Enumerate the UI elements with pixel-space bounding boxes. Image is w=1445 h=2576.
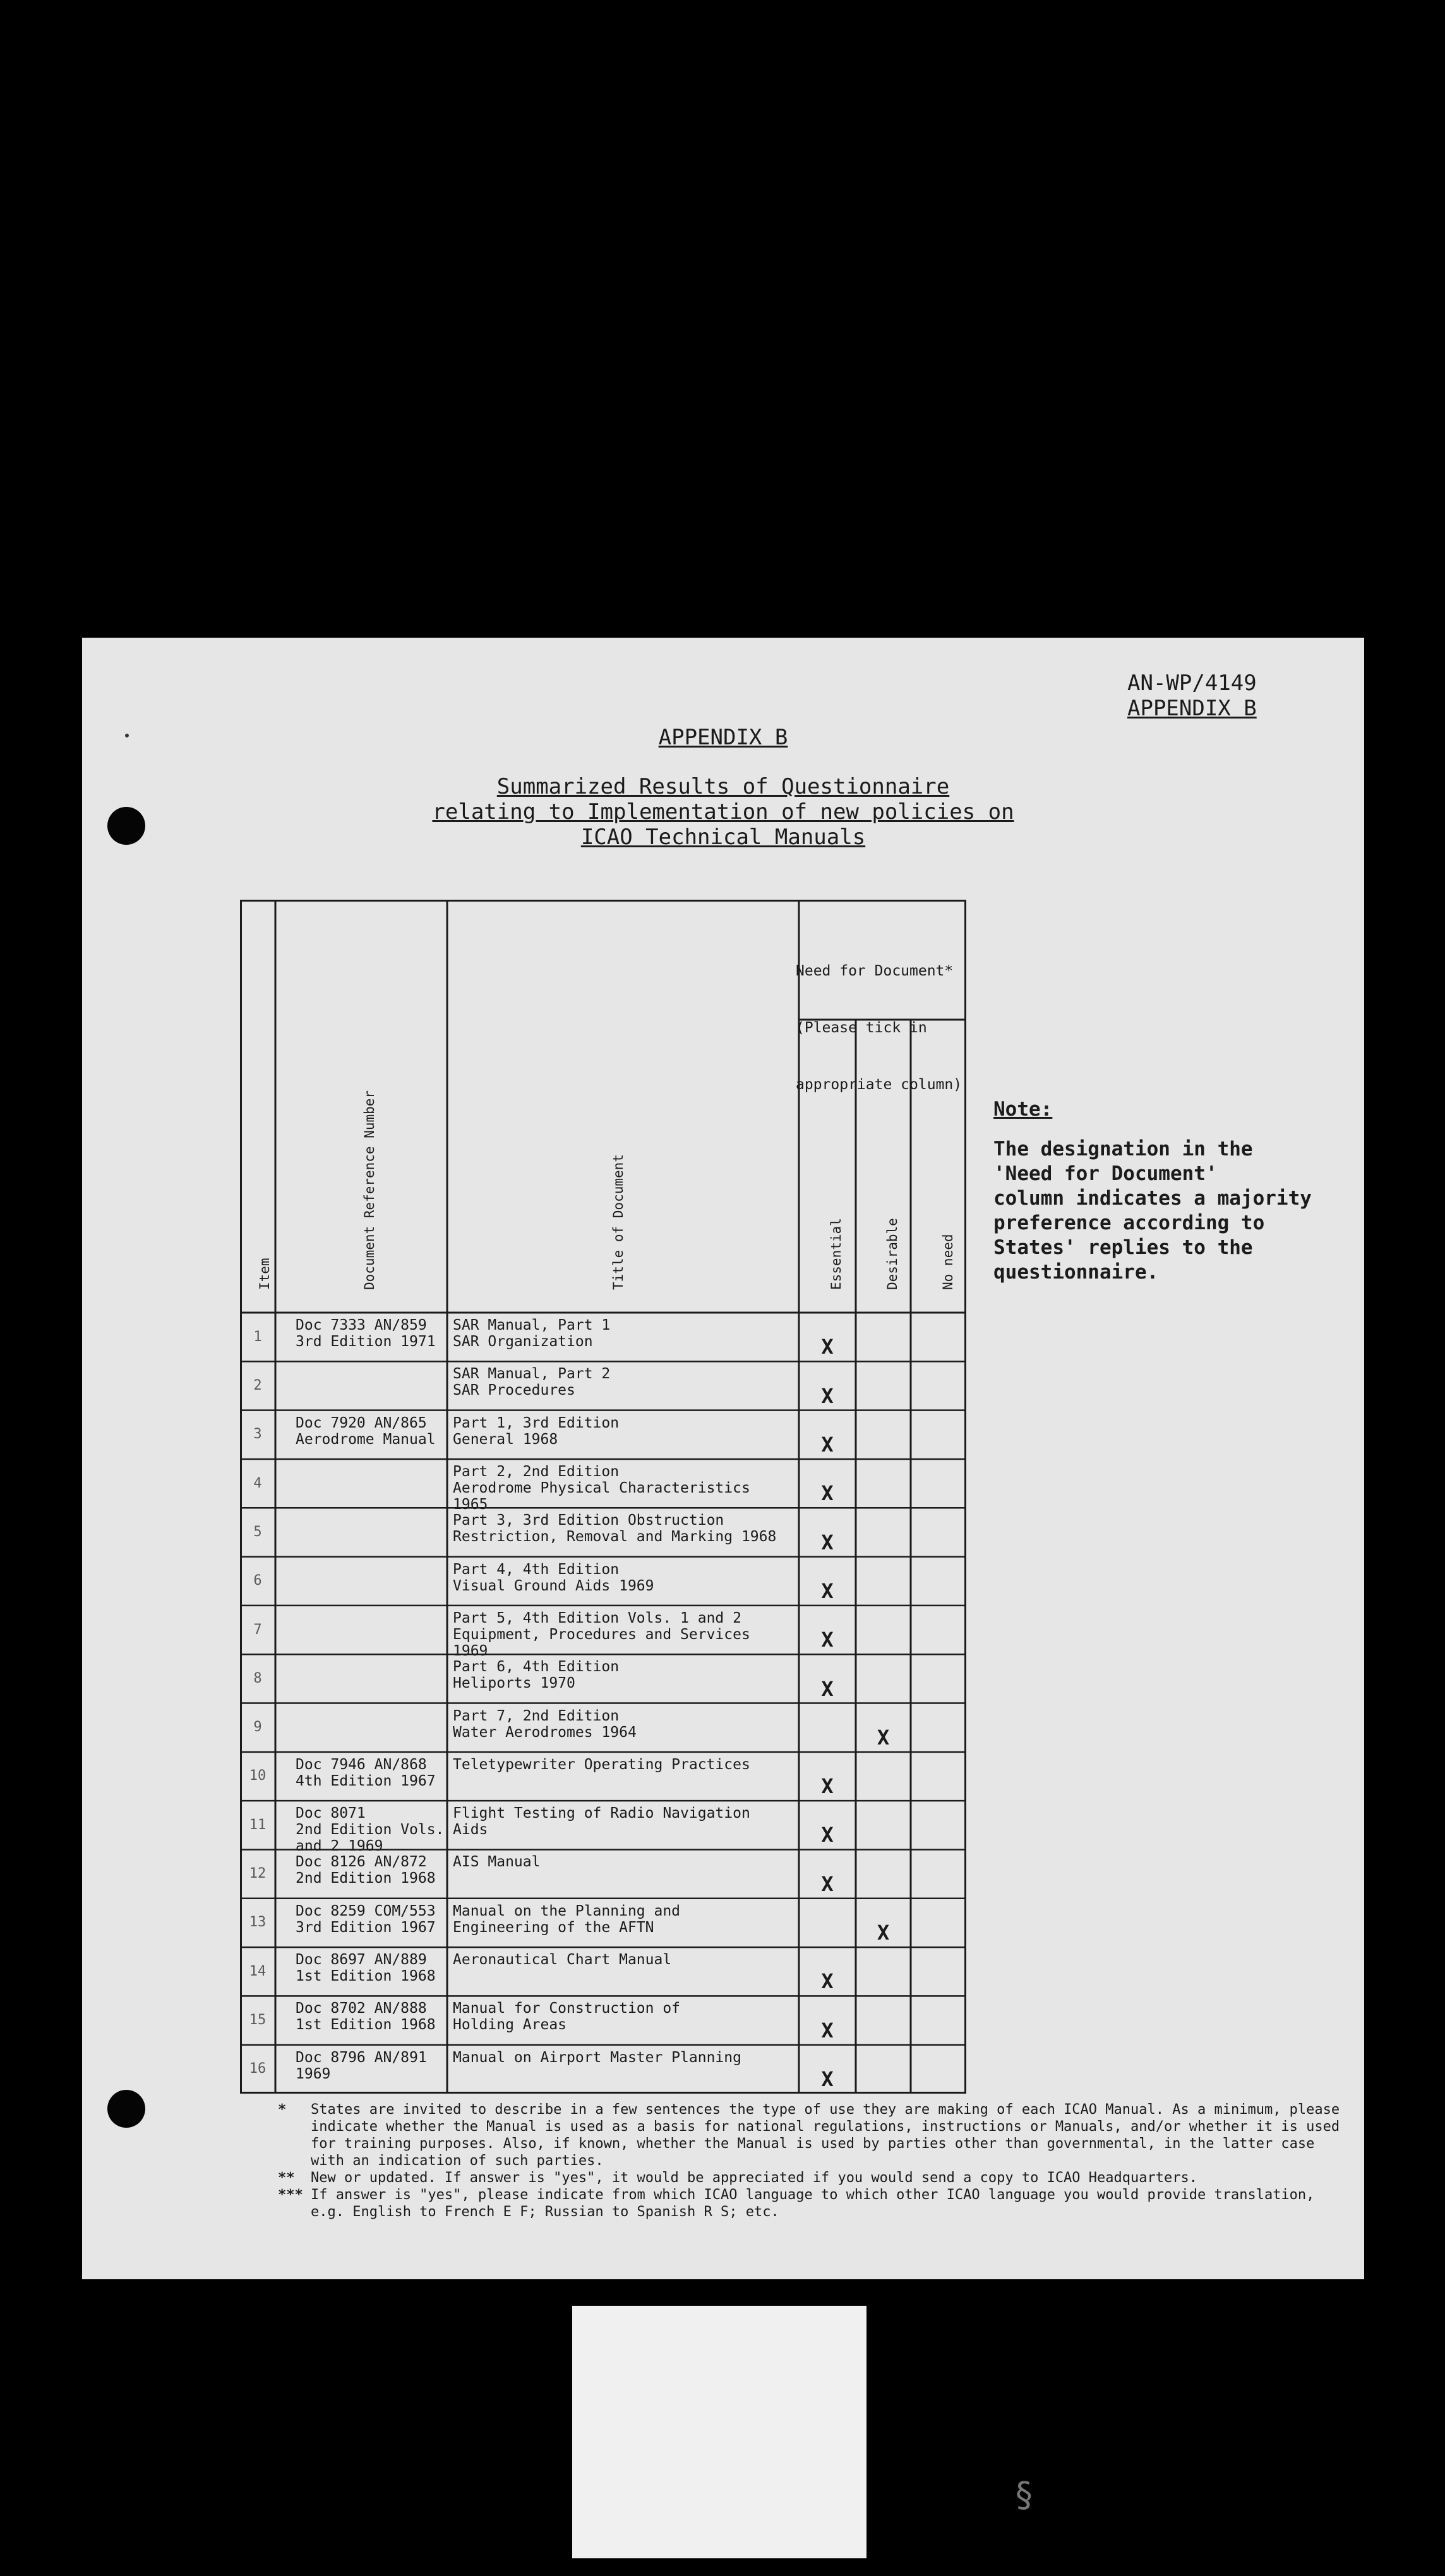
item-number: 12 bbox=[249, 1866, 267, 1882]
document-reference: 1st Edition 1968 bbox=[296, 1968, 436, 1985]
document-reference: Doc 8259 COM/553 bbox=[296, 1902, 436, 1919]
questionnaire-table bbox=[240, 900, 966, 2094]
document-title: Holding Areas bbox=[453, 2017, 567, 2034]
footnote-mark: * bbox=[278, 2102, 287, 2118]
note-title: Note: bbox=[993, 1098, 1053, 1121]
document-reference: Doc 8126 AN/872 bbox=[296, 1854, 427, 1871]
need-mark: X bbox=[821, 1481, 834, 1506]
document-reference: Doc 8697 AN/889 bbox=[296, 1952, 427, 1969]
note-line: column indicates a majority bbox=[993, 1187, 1312, 1210]
need-header-line: appropriate column) bbox=[796, 1076, 962, 1093]
document-title: SAR Procedures bbox=[453, 1382, 575, 1399]
document-title: Aeronautical Chart Manual bbox=[453, 1952, 672, 1969]
need-mark: X bbox=[877, 1725, 890, 1750]
title-line: ICAO Technical Manuals bbox=[580, 825, 866, 850]
document-reference: Doc 7920 AN/865 bbox=[296, 1414, 427, 1431]
footnote-mark: *** bbox=[278, 2187, 303, 2203]
item-number: 13 bbox=[249, 1914, 267, 1931]
document-title: Visual Ground Aids 1969 bbox=[453, 1577, 654, 1594]
column-header-no-need: No need bbox=[940, 1234, 956, 1290]
title-line: Summarized Results of Questionnaire bbox=[496, 774, 950, 799]
need-mark: X bbox=[821, 1676, 834, 1701]
footnote bbox=[278, 2169, 1352, 2186]
column-header-title: Title of Document bbox=[611, 1154, 626, 1290]
document-title: Manual on Airport Master Planning bbox=[453, 2049, 741, 2066]
item-number: 11 bbox=[249, 1816, 267, 1833]
document-reference bbox=[1127, 671, 1257, 721]
document-reference: and 2 1969 bbox=[296, 1838, 383, 1855]
footnote-text: New or updated. If answer is "yes", it would be appreciated if you would send a copy to ICAO Headquarters. bbox=[311, 2170, 1197, 2186]
item-number: 2 bbox=[253, 1377, 262, 1393]
document-title: 1969 bbox=[453, 1642, 488, 1659]
note-line: questionnaire. bbox=[993, 1261, 1159, 1284]
document-reference: 1st Edition 1968 bbox=[296, 2017, 436, 2034]
need-mark: X bbox=[821, 1823, 834, 1847]
document-title: Equipment, Procedures and Services bbox=[453, 1626, 750, 1643]
item-number: 3 bbox=[253, 1426, 262, 1443]
item-number: 16 bbox=[249, 2061, 267, 2077]
need-header-line: Need for Document* bbox=[796, 963, 954, 979]
column-header-document-reference: Document Reference Number bbox=[362, 1090, 377, 1290]
document-title: Teletypewriter Operating Practices bbox=[453, 1756, 750, 1773]
document-reference: Aerodrome Manual bbox=[296, 1431, 436, 1448]
item-number: 14 bbox=[249, 1963, 267, 1979]
document-title: AIS Manual bbox=[453, 1854, 541, 1871]
document-title: 1965 bbox=[453, 1496, 488, 1513]
document-reference: 2nd Edition Vols. bbox=[296, 1822, 445, 1839]
pencil-mark: § bbox=[1014, 2475, 1034, 2515]
document-reference: 3rd Edition 1971 bbox=[296, 1333, 436, 1350]
document-reference: 1969 bbox=[296, 2065, 331, 2082]
footnote-text: States are invited to describe in a few sentences the type of use they are making of each ICAO Manual. As a minimum, please indicate whether the Manual is used as a basis for national regulations, instructions or Manuals, and/or whether it is used for training purposes. Also, if known, whether the Manual is used by parties other than governmental, in the latter case with an indication of such parties. bbox=[311, 2102, 1340, 2169]
need-mark: X bbox=[821, 1871, 834, 1896]
document-title: Heliports 1970 bbox=[453, 1675, 575, 1692]
footnote-mark: ** bbox=[278, 2170, 295, 2186]
document-title: Part 5, 4th Edition Vols. 1 and 2 bbox=[453, 1609, 741, 1626]
document-title: Part 1, 3rd Edition bbox=[453, 1414, 620, 1431]
appendix-title: APPENDIX B bbox=[658, 725, 788, 750]
title-line: relating to Implementation of new policies on bbox=[432, 799, 1014, 825]
reference-number: AN-WP/4149 bbox=[1127, 671, 1257, 696]
document-reference: 3rd Edition 1967 bbox=[296, 1919, 436, 1936]
document-reference: 4th Edition 1967 bbox=[296, 1772, 436, 1789]
item-number: 10 bbox=[249, 1768, 267, 1784]
document-reference: 2nd Edition 1968 bbox=[296, 1870, 436, 1887]
document-title: Engineering of the AFTN bbox=[453, 1919, 654, 1936]
note bbox=[993, 1097, 1347, 1285]
note-line: preference according to bbox=[993, 1212, 1265, 1234]
item-number: 15 bbox=[249, 2012, 267, 2029]
document-title: SAR Organization bbox=[453, 1333, 593, 1350]
document-title: General 1968 bbox=[453, 1431, 558, 1448]
need-header-line: (Please tick in bbox=[796, 1020, 927, 1036]
document-title: SAR Manual, Part 1 bbox=[453, 1317, 611, 1333]
document-reference: Doc 8071 bbox=[296, 1805, 366, 1822]
document-title: Aids bbox=[453, 1822, 488, 1839]
footnote bbox=[278, 2101, 1352, 2169]
document-title: Aerodrome Physical Characteristics bbox=[453, 1479, 750, 1496]
document-reference: Doc 7946 AN/868 bbox=[296, 1756, 427, 1773]
need-mark: X bbox=[821, 1530, 834, 1554]
document-title: Part 6, 4th Edition bbox=[453, 1659, 620, 1676]
item-number: 6 bbox=[253, 1573, 262, 1589]
document-reference: Doc 8702 AN/888 bbox=[296, 2000, 427, 2017]
document-reference: Doc 8796 AN/891 bbox=[296, 2049, 427, 2066]
need-mark: X bbox=[821, 2067, 834, 2091]
column-header-need-for-document bbox=[796, 924, 962, 1132]
item-number: 1 bbox=[253, 1328, 262, 1345]
need-mark: X bbox=[821, 1432, 834, 1457]
document-title: Part 2, 2nd Edition bbox=[453, 1463, 620, 1480]
column-header-item: Item bbox=[257, 1258, 272, 1290]
document-title: Part 4, 4th Edition bbox=[453, 1561, 620, 1578]
column-header-essential: Essential bbox=[829, 1218, 844, 1290]
document-reference: Doc 7333 AN/859 bbox=[296, 1317, 427, 1333]
footnotes bbox=[278, 2101, 1352, 2221]
document-title: Manual on the Planning and bbox=[453, 1902, 681, 1919]
item-number: 5 bbox=[253, 1524, 262, 1540]
need-mark: X bbox=[821, 1628, 834, 1652]
document-title: Water Aerodromes 1964 bbox=[453, 1724, 637, 1741]
footnote-text: If answer is "yes", please indicate from which ICAO language to which other ICAO language you would provide translation, e.g. English to French E F; Russian to Spanish R S; etc. bbox=[311, 2187, 1315, 2220]
white-card bbox=[572, 2306, 866, 2558]
need-mark: X bbox=[821, 1578, 834, 1603]
note-line: 'Need for Document' bbox=[993, 1162, 1218, 1185]
document-title: SAR Manual, Part 2 bbox=[453, 1366, 611, 1383]
document-title: Part 3, 3rd Edition Obstruction bbox=[453, 1512, 724, 1529]
need-mark: X bbox=[821, 1774, 834, 1799]
note-line: States' replies to the bbox=[993, 1236, 1253, 1259]
item-number: 4 bbox=[253, 1475, 262, 1491]
document-title: Flight Testing of Radio Navigation bbox=[453, 1805, 750, 1822]
need-mark: X bbox=[877, 1921, 890, 1945]
need-mark: X bbox=[821, 1383, 834, 1408]
footnote bbox=[278, 2186, 1352, 2221]
column-header-desirable: Desirable bbox=[885, 1218, 900, 1290]
item-number: 8 bbox=[253, 1670, 262, 1686]
need-mark: X bbox=[821, 1969, 834, 1994]
reference-appendix: APPENDIX B bbox=[1127, 696, 1257, 721]
punch-hole bbox=[107, 2090, 145, 2128]
need-mark: X bbox=[821, 2018, 834, 2042]
document-title: Part 7, 2nd Edition bbox=[453, 1707, 620, 1724]
item-number: 7 bbox=[253, 1621, 262, 1638]
document-page bbox=[82, 638, 1364, 2279]
document-title bbox=[82, 774, 1364, 850]
need-mark: X bbox=[821, 1335, 834, 1359]
document-title: Restriction, Removal and Marking 1968 bbox=[453, 1529, 777, 1546]
note-line: The designation in the bbox=[993, 1138, 1253, 1160]
item-number: 9 bbox=[253, 1719, 262, 1736]
document-title: Manual for Construction of bbox=[453, 2000, 681, 2017]
